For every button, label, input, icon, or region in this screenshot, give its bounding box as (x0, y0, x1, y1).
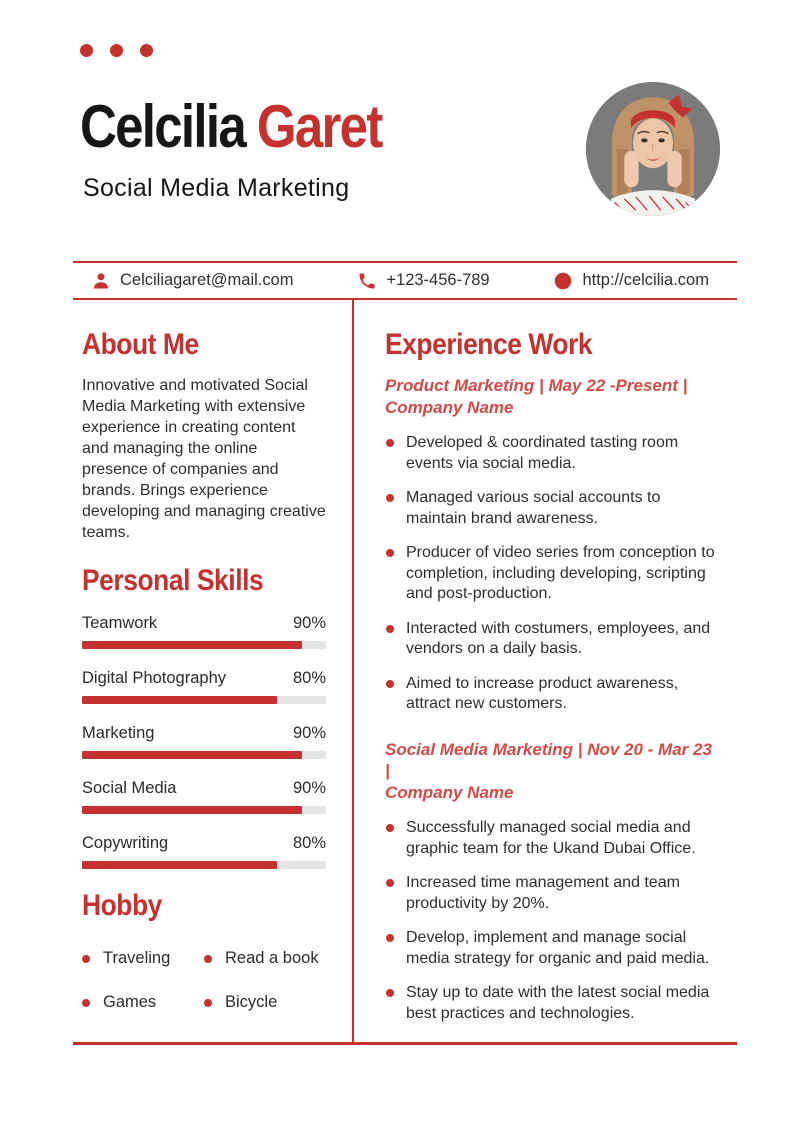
skill-percent: 80% (292, 834, 326, 852)
hobby-label: Read a book (225, 949, 319, 967)
experience-bullet: Developed & coordinated tasting room events via social media. (385, 433, 717, 474)
experience-job (385, 375, 717, 715)
experience-bullet: Managed various social accounts to maintain brand awareness. (385, 488, 717, 529)
profile-subtitle: Social Media Marketing (83, 174, 350, 202)
experience-bullet: Interacted with costumers, employees, and vendors on a daily basis. (385, 619, 717, 660)
experience-title: Experience Work (385, 328, 593, 361)
skill-label: Social Media (82, 779, 177, 797)
contact-website[interactable] (553, 271, 709, 291)
skills-list (82, 614, 326, 869)
skill-head (82, 614, 326, 633)
skill-bar-fill (82, 806, 302, 814)
skill-head (82, 779, 326, 798)
skills-title: Personal Skills (82, 564, 264, 597)
skill-head (82, 724, 326, 743)
experience-bullet: Increased time management and team productivity by 20%. (385, 873, 717, 914)
job-heading (385, 739, 717, 804)
skill-bar-track (82, 751, 326, 759)
bullet-dot-icon (82, 955, 90, 963)
skill-percent: 80% (292, 669, 326, 687)
job-heading-line1: Product Marketing | May 22 -Present | (385, 376, 688, 395)
skill-label: Digital Photography (82, 669, 227, 687)
skill-bar-fill (82, 641, 302, 649)
bullet-dot-icon (204, 955, 212, 963)
about-title: About Me (82, 328, 199, 361)
experience-job (385, 739, 717, 1025)
hobby-label: Games (103, 993, 157, 1011)
experience-jobs (385, 375, 717, 1024)
contact-phone-text: +123-456-789 (386, 271, 490, 289)
decorative-dots (80, 44, 153, 57)
skill-percent: 90% (292, 614, 326, 632)
name-heading (80, 94, 382, 160)
contact-phone[interactable] (357, 271, 489, 291)
hobby-label: Bicycle (225, 993, 278, 1011)
person-icon (91, 271, 111, 291)
skill-bar-track (82, 861, 326, 869)
hobby-item (82, 993, 204, 1012)
bullet-dot-icon (82, 999, 90, 1007)
bottom-rule (73, 1042, 737, 1045)
job-heading-line1: Social Media Marketing | Nov 20 - Mar 23 | (385, 739, 712, 780)
contact-bar (73, 261, 737, 300)
decorative-dot (110, 44, 123, 57)
column-divider (352, 300, 354, 1042)
skills-section (82, 564, 326, 869)
right-column (385, 328, 717, 1038)
skill-percent: 90% (292, 724, 326, 742)
skill-item (82, 834, 326, 869)
experience-bullet: Develop, implement and manage social media strategy for organic and paid media. (385, 928, 717, 969)
portrait-illustration (586, 82, 720, 216)
job-bullet-list (385, 818, 717, 1024)
skill-item (82, 779, 326, 814)
profile-photo (586, 82, 720, 216)
phone-icon (357, 271, 377, 291)
skill-label: Teamwork (82, 614, 158, 632)
left-column (82, 328, 326, 1012)
last-name: Garet (256, 93, 382, 160)
first-name: Celcilia (80, 93, 246, 160)
skill-label: Marketing (82, 724, 155, 742)
job-heading-line2: Company Name (385, 782, 514, 802)
experience-bullet: Producer of video series from conception to completion, including developing, scripting and post-production. (385, 543, 717, 605)
skill-item (82, 614, 326, 649)
about-text: Innovative and motivated Social Media Marketing with extensive experience in creating content and managing the online presence of companies and brands. Brings experience developing and managing creative teams. (82, 377, 326, 541)
skill-head (82, 834, 326, 853)
skill-bar-track (82, 806, 326, 814)
hobby-label: Traveling (103, 949, 171, 967)
experience-bullet: Aimed to increase product awareness, attract new customers. (385, 674, 717, 715)
hobby-item (204, 993, 326, 1012)
hobby-title: Hobby (82, 889, 162, 922)
job-heading (385, 375, 717, 418)
skill-label: Copywriting (82, 834, 169, 852)
skill-percent: 90% (292, 779, 326, 797)
decorative-dot (140, 44, 153, 57)
hobby-list (82, 949, 326, 1012)
about-section (82, 328, 326, 543)
contact-email[interactable] (91, 271, 294, 291)
job-bullet-list (385, 433, 717, 715)
hobby-section (82, 889, 326, 1012)
hobby-item (82, 949, 204, 968)
job-heading-line2: Company Name (385, 397, 514, 417)
contact-email-text: Celciliagaret@mail.com (120, 271, 294, 289)
decorative-dot (80, 44, 93, 57)
contact-website-text: http://celcilia.com (582, 271, 709, 289)
skill-item (82, 724, 326, 759)
globe-icon (553, 271, 573, 291)
skill-bar-track (82, 641, 326, 649)
experience-bullet: Stay up to date with the latest social media best practices and technologies. (385, 983, 717, 1024)
skill-bar-track (82, 696, 326, 704)
bullet-dot-icon (204, 999, 212, 1007)
skill-item (82, 669, 326, 704)
skill-head (82, 669, 326, 688)
skill-bar-fill (82, 696, 277, 704)
skill-bar-fill (82, 751, 302, 759)
skill-bar-fill (82, 861, 277, 869)
hobby-item (204, 949, 326, 968)
experience-bullet: Successfully managed social media and graphic team for the Ukand Dubai Office. (385, 818, 717, 859)
experience-section (385, 328, 717, 1024)
